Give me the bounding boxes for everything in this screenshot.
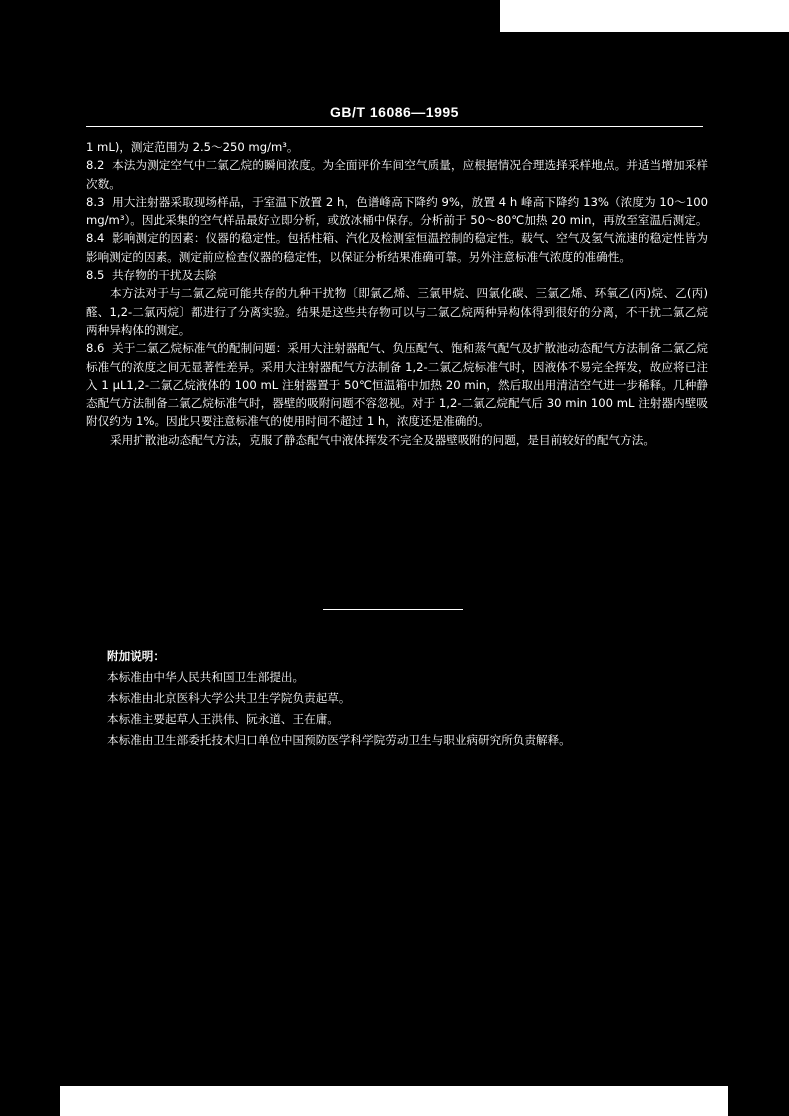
range-line: 1 mL)，测定范围为 2.5～250 mg/m³。 xyxy=(86,140,299,154)
notes-item: 本标准由中华人民共和国卫生部提出。 xyxy=(107,670,305,684)
section-text: 影响测定的因素：仪器的稳定性。包括柱箱、汽化及检测室恒温控制的稳定性。载气、空气及氢气流速的稳定性皆为影响测定的因素。测定前应检查仪器的稳定性，以保证分析结果准确可靠。另外注意标准气浓度的准确性。 xyxy=(86,231,708,264)
section-8-3 xyxy=(86,193,708,230)
section-8-6 xyxy=(86,339,708,430)
page-header xyxy=(0,104,789,120)
standard-number: GB/T 16086—1995 xyxy=(330,104,459,120)
scan-artifact-bottom xyxy=(60,1086,728,1116)
section-text: 关于二氯乙烷标准气的配制问题：采用大注射器配气、负压配气、饱和蒸气配气及扩散池动态配气方法制备二氯乙烷标准气的浓度之间无显著性差异。采用大注射器配气方法制备 1,2-二氯乙烷标准气时，因液体不易完全挥发，故应将已注入 1 μL1,2-二氯乙烷液体的 100 mL 注射器置于 50℃恒温箱中加热 20 min，然后取出用清洁空气进一步稀释。几种静态配气方法制备二氯乙烷标准气时，器壁的吸附问题不容忽视。对于 1,2-二氯乙烷配气后 30 min 100 mL 注射器内壁吸附仅约为 1%。因此只要注意标准气的使用时间不超过 1 h，浓度还是准确的。 xyxy=(86,341,708,429)
section-number: 8.3 xyxy=(86,194,105,209)
section-text: 本法为测定空气中二氯乙烷的瞬间浓度。为全面评价车间空气质量，应根据情况合理选择采样地点。并适当增加采样次数。 xyxy=(86,158,708,191)
notes-item: 本标准由卫生部委托技术归口单位中国预防医学科学院劳动卫生与职业病研究所负责解释。 xyxy=(107,733,571,747)
section-number: 8.4 xyxy=(86,231,105,246)
section-8-5-paragraph: 本方法对于与二氯乙烷可能共存的九种干扰物〔即氯乙烯、三氯甲烷、四氯化碳、三氯乙烯、环氧乙(丙)烷、乙(丙)醛、1,2-二氯丙烷〕都进行了分离实验。结果是这些共存物可以与二氯乙烷两种异构体得到很好的分离，不干扰二氯乙烷两种异构体的测定。 xyxy=(86,286,708,337)
section-number: 8.2 xyxy=(86,158,105,173)
notes-title: 附加说明： xyxy=(107,649,165,663)
section-number: 8.5 xyxy=(86,268,105,283)
additional-notes xyxy=(107,646,707,751)
section-text: 用大注射器采取现场样品，于室温下放置 2 h，色谱峰高下降约 9%，放置 4 h 峰高下降约 13%（浓度为 10～100 mg/m³）。因此采集的空气样品最好立即分析，或放冰桶中保存。分析前于 50～80℃加热 20 min，再放至室温后测定。 xyxy=(86,194,708,228)
header-rule xyxy=(86,126,703,127)
section-8-5 xyxy=(86,266,708,284)
section-title: 共存物的干扰及去除 xyxy=(112,268,217,283)
section-8-6-paragraph: 采用扩散池动态配气方法，克服了静态配气中液体挥发不完全及器壁吸附的问题，是目前较好的配气方法。 xyxy=(110,432,655,447)
section-8-2 xyxy=(86,156,708,193)
scan-artifact-top xyxy=(500,0,789,32)
section-8-4 xyxy=(86,229,708,266)
section-number: 8.6 xyxy=(86,341,105,356)
document-body xyxy=(86,138,708,449)
notes-item: 本标准由北京医科大学公共卫生学院负责起草。 xyxy=(107,691,351,705)
section-divider xyxy=(323,609,463,610)
notes-item: 本标准主要起草人王洪伟、阮永道、王在庸。 xyxy=(107,712,339,726)
